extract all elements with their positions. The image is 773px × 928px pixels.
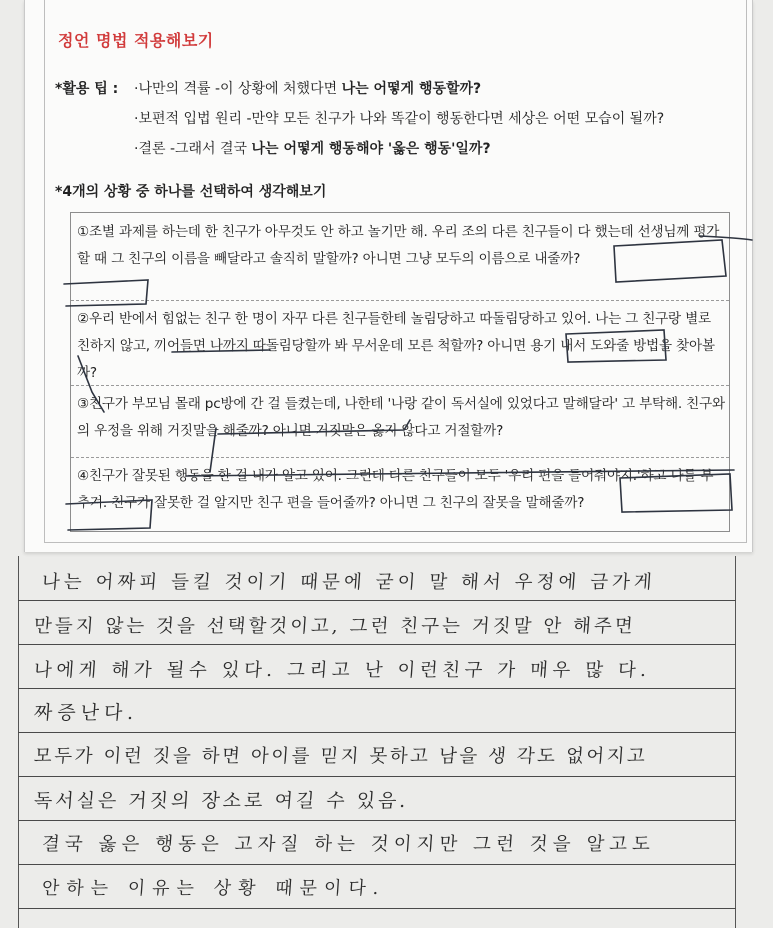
margin-line-left <box>18 556 19 928</box>
tip-line-3: ·결론 -그래서 결국 나는 어떻게 행동해야 '옳은 행동'일까? <box>134 141 491 157</box>
situation-3-text: ③친구가 부모님 몰래 pc방에 간 걸 들켰는데, 나한테 '나랑 같이 독서실에 있었다고 말해달라' 고 부탁해. 친구와의 우정을 위해 거짓말을 해줄까? 아니면 거짓말은 옳지 않다고 거절할까? <box>77 396 725 439</box>
select-instruction: *4개의 상황 중 하나를 선택하여 생각해보기 <box>55 184 327 200</box>
situation-4 <box>71 457 729 531</box>
answer-line-2: 만들지 않는 것을 선택할것이고, 그런 친구는 거짓말 안 해주면 <box>33 616 637 637</box>
rule-line <box>18 644 736 645</box>
answer-line-8: 안하는 이유는 상황 때문이다. <box>41 878 387 899</box>
answer-line-4: 짜증난다. <box>33 702 140 724</box>
tip-label: *활용 팁 : <box>55 81 119 97</box>
rule-line <box>18 776 736 777</box>
rule-line <box>18 732 736 733</box>
answer-line-3: 나에게 해가 될수 있다. 그리고 난 이런친구 가 매우 많 다. <box>33 660 652 681</box>
margin-line-right <box>735 556 736 928</box>
answer-line-7: 결국 옳은 행동은 고자질 하는 것이지만 그런 것을 알고도 <box>41 834 656 855</box>
rule-line <box>18 908 736 909</box>
answer-line-6: 독서실은 거짓의 장소로 여길 수 있음. <box>33 790 410 812</box>
situation-2-text: ②우리 반에서 힘없는 친구 한 명이 자꾸 다른 친구들한테 놀림당하고 따돌림당하고 있어. 나는 그 친구랑 별로 친하지 않고, 끼어들면 나까지 따돌림당할까 봐 무서운데 모른 척할까? 아니면 용기 내서 도와줄 방법을 찾아볼까? <box>77 311 715 381</box>
situation-1 <box>71 213 729 301</box>
situation-4-text: ④친구가 잘못된 행동을 한 걸 내가 알고 있어. 그런데 다른 친구들이 모두 '우리 편을 들어줘야지.'하고 나를 부추겨. 친구가 잘못한 걸 알지만 친구 편을 들어줄까? 아니면 그 친구의 잘못을 말해줄까? <box>77 468 714 511</box>
tip-line-2: ·보편적 입법 원리 -만약 모든 친구가 나와 똑같이 행동한다면 세상은 어떤 모습이 될까? <box>134 111 665 127</box>
answer-line-1: 나는 어짜피 들킬 것이기 때문에 굳이 말 해서 우정에 금가게 <box>41 572 657 593</box>
rule-line <box>18 820 736 821</box>
rule-line <box>18 864 736 865</box>
answer-area <box>18 556 736 928</box>
situation-1-text: ①조별 과제를 하는데 한 친구가 아무것도 안 하고 놀기만 해. 우리 조의 다른 친구들이 다 했는데 선생님께 평가할 때 그 친구의 이름을 빼달라고 솔직히 말할까? 아니면 그냥 모두의 이름으로 내줄까? <box>77 224 720 267</box>
answer-line-5: 모두가 이런 짓을 하면 아이를 믿지 못하고 남을 생 각도 없어지고 <box>33 746 649 767</box>
rule-line <box>18 688 736 689</box>
worksheet-title: 정언 명법 적용해보기 <box>58 31 214 50</box>
tip-line-1: ·나만의 격률 -이 상황에 처했다면 나는 어떻게 행동할까? <box>134 81 482 97</box>
situation-3 <box>71 385 729 458</box>
rule-line <box>18 600 736 601</box>
situations-box <box>70 212 730 532</box>
situation-2 <box>71 300 729 386</box>
